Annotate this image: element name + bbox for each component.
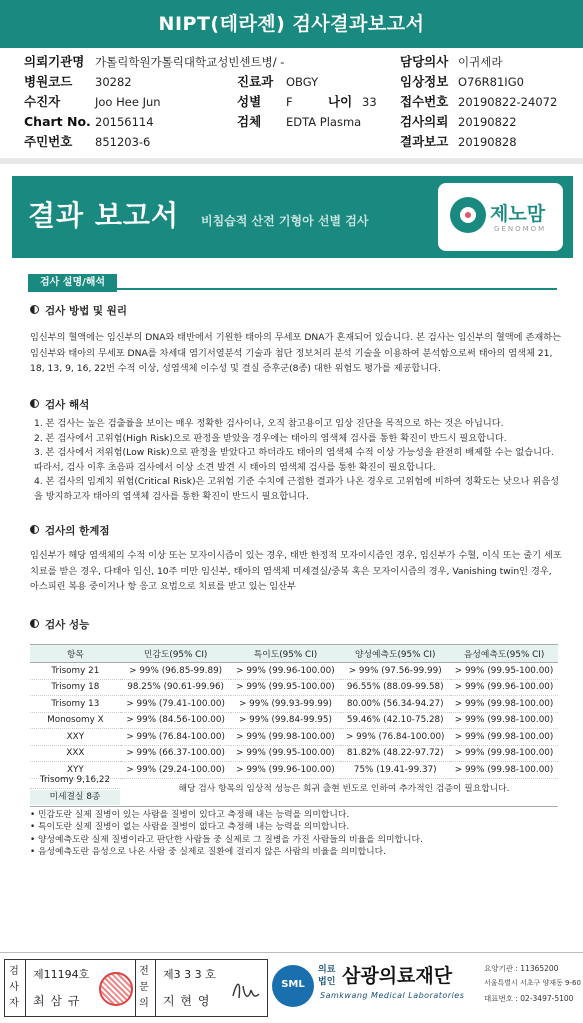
examiner-name: 최 삼 규: [33, 994, 81, 1008]
table-cell: Monosomy X: [30, 712, 121, 729]
signature-icon: [227, 976, 261, 1004]
sml-logo-icon: [272, 965, 314, 1007]
doctor-value: 이귀세라: [458, 55, 503, 69]
method-text: 임신부의 혈액에는 임신부의 DNA와 태반에서 기원한 태아의 무세포 DNA가 혼재되어 있습니다. 본 검사는 임신부의 혈액에 존재하는 임신부와 태아의 무세포 DNA를 차세대 염기서열분석 기술과 첨단 정보처리 분석 기술을 이용하여 분석함으로써 태아의 염색체 21, 18, 13, 9, 16, 22번 수적 이상, 성염색체 이수성 및 결실 증후군(8종) 대한 위험도 평가를 제공합니다.: [30, 332, 561, 374]
table-cell: > 99% (99.95-100.00): [231, 679, 341, 696]
table-cell: > 99% (96.85-99.89): [121, 663, 231, 680]
table-cell: > 99% (99.96-100.00): [450, 679, 558, 696]
org-type-1: 의료: [318, 965, 336, 975]
divider: [25, 960, 26, 1016]
performance-heading: [30, 617, 89, 632]
table-cell: XXY: [30, 729, 121, 746]
section-tab-label: 검사 설명/해석: [28, 274, 117, 292]
result-banner: [12, 176, 573, 258]
note-item: • 민감도란 실제 질병이 있는 사람을 질병이 있다고 측정해 내는 능력을 의미합니다.: [30, 810, 350, 820]
examinee-value: Joo Hee Jun: [95, 95, 161, 109]
table-cell: > 99% (76.84-100.00): [340, 729, 450, 746]
list-item: 4. 본 검사의 임계치 위험(Critical Risk)은 고위험 기준 수치에 근접한 결과가 나온 경우로 고위험에 비하여 정확도는 낮으나 위음성을 방지하고자 태아의 염색체 검사를 통한 확진이 반드시 필요합니다.: [34, 476, 560, 502]
extra-items-row: [30, 772, 558, 807]
specimen-value: EDTA Plasma: [286, 115, 362, 129]
org-phone: 대표번호 : 02-3497-5100: [484, 994, 574, 1003]
bullet-icon: [30, 619, 39, 628]
dept-label: 진료과: [237, 74, 274, 89]
table-cell: 81.82% (48.22-97.72): [340, 745, 450, 762]
list-item: 3. 본 검사에서 저위험(Low Risk)으로 판정을 받았다고 하더라도 태아의 염색체 수적 이상 가능성을 완전히 배제할 수는 없습니다. 따라서, 검사 이후 초음파 검사에서 이상 소견 발견 시 태아의 염색체 검사를 통한 확진이 필요합니다.: [34, 447, 554, 473]
seal-stamp-icon: [99, 972, 133, 1006]
table-cell: > 99% (29.24-100.00): [121, 762, 231, 779]
specialist-name: 지 현 영: [163, 994, 211, 1008]
definition-notes: [30, 809, 562, 858]
footer: [0, 952, 583, 1023]
limitations-heading: [30, 523, 110, 538]
age-label: 나이: [328, 94, 353, 109]
logo-text: 제노맘: [490, 203, 546, 225]
table-cell: Trisomy 21: [30, 663, 121, 680]
dept-value: OBGY: [286, 75, 319, 89]
table-cell: > 99% (76.84-100.00): [121, 729, 231, 746]
examiner-label: 검사자: [9, 966, 19, 1009]
sex-label: 성별: [237, 94, 262, 109]
genomom-logo: [438, 183, 563, 251]
table-cell: > 99% (84.56-100.00): [121, 712, 231, 729]
chart-label: Chart No.: [24, 114, 91, 129]
divider: [135, 960, 136, 1016]
extra-item-note: 해당 검사 항목의 임상적 성능은 희귀 출현 빈도로 인하여 추가적인 검증이 필요합니다.: [178, 784, 510, 794]
request-date-value: 20190822: [458, 115, 517, 129]
table-cell: > 99% (99.98-100.00): [450, 712, 558, 729]
table-header-row: [30, 645, 558, 663]
table-cell: > 99% (99.95-100.00): [231, 745, 341, 762]
table-cell: XYY: [30, 762, 121, 779]
table-cell: > 99% (99.96-100.00): [231, 762, 341, 779]
specialist-license: 제3 3 3 호: [163, 968, 216, 981]
table-cell: 96.55% (88.09-99.58): [340, 679, 450, 696]
table-cell: > 99% (99.98-100.00): [450, 762, 558, 779]
examinee-label: 수진자: [24, 94, 61, 109]
col-header: 양성예측도(95% CI): [340, 645, 450, 663]
table-cell: > 99% (99.98-100.00): [231, 729, 341, 746]
org-english-name: Samkwang Medical Laboratories: [320, 991, 465, 1000]
bullet-icon: [30, 525, 39, 534]
specimen-label: 검체: [237, 114, 262, 129]
report-date-value: 20190828: [458, 135, 517, 149]
list-item: 2. 본 검사에서 고위험(High Risk)으로 판정을 받았을 경우에는 태아의 염색체 검사를 통한 확진이 반드시 필요합니다.: [34, 432, 507, 444]
method-heading-text: 검사 방법 및 원리: [45, 305, 127, 317]
report-title: NIPT(테라젠) 검사결과보고서: [0, 0, 583, 48]
table-cell: Trisomy 13: [30, 696, 121, 713]
table-cell: > 99% (99.98-100.00): [450, 729, 558, 746]
col-header: 특이도(95% CI): [231, 645, 341, 663]
org-address: 서울특별시 서초구 양재동 9-60: [484, 979, 581, 987]
table-cell: Trisomy 18: [30, 679, 121, 696]
doctor-label: 담당의사: [400, 54, 449, 69]
org-name: 삼광의료재단: [342, 965, 453, 987]
request-date-label: 검사의뢰: [400, 114, 449, 129]
table-cell: > 99% (79.41-100.00): [121, 696, 231, 713]
note-item: • 음성예측도란 음성으로 나온 사람 중 실제로 질환에 걸리지 않은 사람의 비율을 의미합니다.: [30, 846, 386, 857]
banner-subtitle: 비침습적 산전 기형아 선별 검사: [201, 214, 369, 228]
divider: [0, 158, 583, 164]
clinical-info-value: O76R81IG0: [458, 75, 524, 89]
table-row: [30, 679, 558, 696]
info-row-5: [0, 132, 583, 152]
clinical-info-label: 임상정보: [400, 74, 449, 89]
report-date-label: 결과보고: [400, 134, 449, 149]
extra-item-label: 미세결실 8종: [30, 790, 120, 805]
list-item: 1. 본 검사는 높은 검출률을 보이는 매우 정확한 검사이나, 오직 참고용이고 임상 진단을 목적으로 하는 것은 아닙니다.: [34, 418, 504, 429]
info-row-3: [0, 92, 583, 112]
note-item: • 특이도란 실제 질병이 없는 사람을 질병이 없다고 측정해 내는 능력을 의미합니다.: [30, 822, 350, 833]
hospital-code-label: 병원코드: [24, 74, 73, 89]
interpretation-heading: [30, 397, 89, 412]
resident-label: 주민번호: [24, 134, 73, 149]
table-row: [30, 729, 558, 746]
logo-subtext: GENOMOM: [494, 225, 547, 233]
table-cell: > 99% (99.98-100.00): [450, 745, 558, 762]
limitations-text: 임신부가 해당 염색체의 수적 이상 또는 모자이시즘이 있는 경우, 태반 한정적 모자이시즘인 경우, 임신부가 수혈, 이식 또는 줄기 세포 치료를 받은 경우, 다태아 임신, 10주 미만 임신부, 태아의 염색체 미세결실/중복 혹은 모자이시즘의 경우, Vanishing twin인 경우, 아스피린 복용 중이거나 항 응고 요법으로 치료를 받고 있는 임산부: [30, 550, 562, 592]
bullet-icon: [30, 399, 39, 408]
chart-value: 20156114: [95, 115, 154, 129]
interpretation-heading-text: 검사 해석: [45, 399, 90, 411]
specialist-label: 전문의: [139, 966, 149, 1009]
sex-value: F: [286, 95, 293, 109]
performance-table: [30, 644, 558, 779]
section-tab: [28, 270, 557, 290]
col-header: 음성예측도(95% CI): [450, 645, 558, 663]
table-cell: 75% (19.41-99.37): [340, 762, 450, 779]
table-cell: > 99% (99.98-100.00): [450, 696, 558, 713]
institution-label: 의뢰기관명: [24, 54, 85, 69]
receipt-label: 접수번호: [400, 94, 449, 109]
table-row: [30, 745, 558, 762]
table-cell: > 99% (99.84-99.95): [231, 712, 341, 729]
col-header: 민감도(95% CI): [121, 645, 231, 663]
table-row: [30, 663, 558, 680]
patient-info-block: [0, 52, 583, 152]
limitations-heading-text: 검사의 한계점: [45, 525, 110, 537]
org-type-2: 법인: [318, 977, 336, 987]
banner-title: 결과 보고서: [28, 199, 179, 232]
table-cell: XXX: [30, 745, 121, 762]
table-row: [30, 712, 558, 729]
table-cell: > 99% (66.37-100.00): [121, 745, 231, 762]
institution-value: 가톨릭학원가톨릭대학교성빈센트병/ -: [95, 55, 285, 69]
table-cell: 59.46% (42.10-75.28): [340, 712, 450, 729]
table-cell: > 99% (99.95-100.00): [450, 663, 558, 680]
divider: [155, 960, 156, 1016]
bullet-icon: [30, 305, 39, 314]
age-value: 33: [362, 95, 377, 109]
table-row: [30, 696, 558, 713]
info-row-1: [0, 52, 583, 72]
hospital-code-value: 30282: [95, 75, 132, 89]
table-cell: 98.25% (90.61-99.96): [121, 679, 231, 696]
resident-value: 851203-6: [95, 135, 151, 149]
note-item: • 양성예측도란 실제 질병이라고 판단한 사람들 중 실제로 그 질병을 가진 사람들의 비율을 의미합니다.: [30, 834, 423, 845]
table-cell: 80.00% (56.34-94.27): [340, 696, 450, 713]
info-row-2: [0, 72, 583, 92]
examiner-license: 제11194호: [33, 968, 90, 981]
table-cell: > 99% (99.96-100.00): [231, 663, 341, 680]
performance-heading-text: 검사 성능: [45, 619, 90, 631]
extra-item-label: Trisomy 9,16,22: [30, 773, 120, 789]
sml-logo-text: SML: [281, 979, 305, 990]
col-header: 항목: [30, 645, 121, 663]
interpretation-list: [34, 417, 562, 504]
table-cell: > 99% (97.56-99.99): [340, 663, 450, 680]
receipt-value: 20190822-24072: [458, 95, 558, 109]
license-number: 요양기관 : 11365200: [484, 964, 559, 973]
info-row-4: [0, 112, 583, 132]
logo-mark-icon: [450, 197, 486, 233]
method-heading: [30, 303, 127, 318]
signature-box: [4, 959, 268, 1017]
table-cell: > 99% (99.93-99.99): [231, 696, 341, 713]
